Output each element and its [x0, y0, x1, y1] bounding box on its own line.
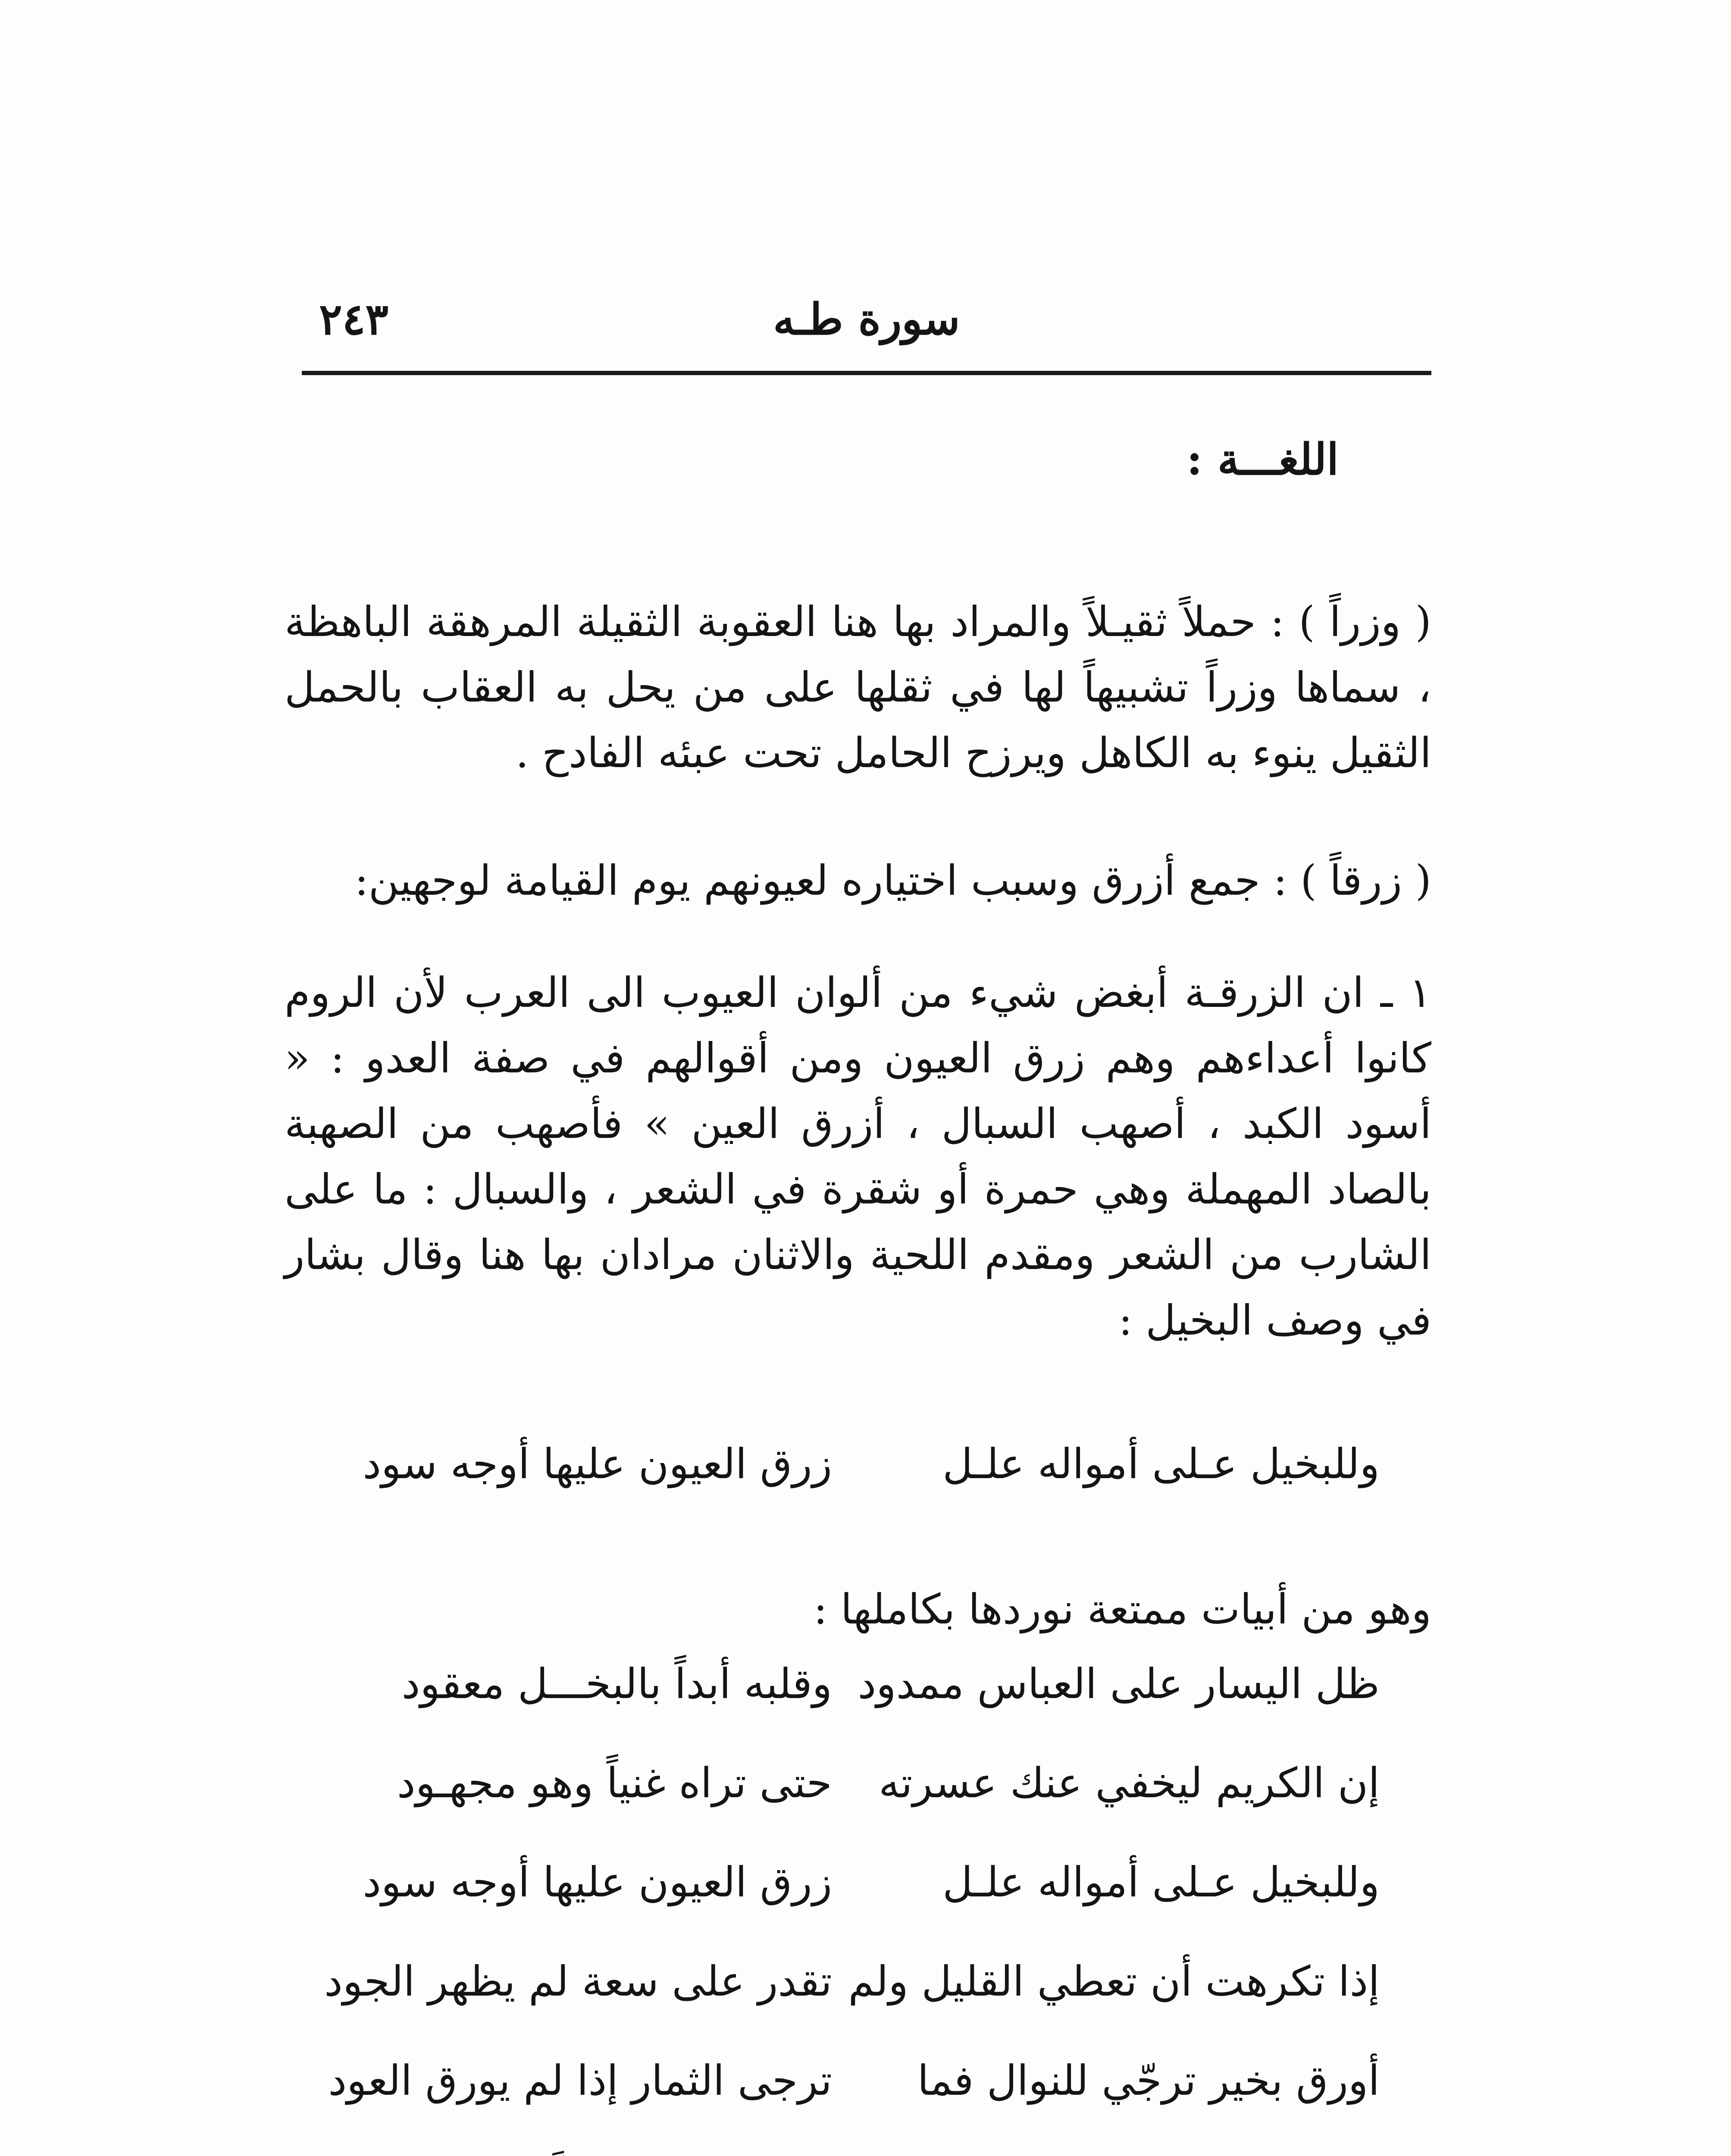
page-number: ٢٤٣: [319, 294, 389, 345]
verse-first-hemistich: ظل اليسار على العباس ممدود: [858, 1660, 1380, 1708]
verse-second-hemistich: زرق العيون عليها أوجه سود: [363, 1440, 832, 1488]
poem-verse: [285, 1850, 1431, 1915]
verse-second-hemistich: زرق العيون عليها أوجه سود: [363, 1858, 832, 1906]
header-title: سورة طـه: [773, 294, 960, 345]
verse-first-hemistich: [884, 2147, 1380, 2156]
verse-second-hemistich: [336, 2147, 832, 2156]
header-rule: [302, 371, 1431, 375]
verse-first-hemistich: وللبخيل عـلى أمواله علـل: [942, 1858, 1380, 1906]
poem-verse: [285, 1751, 1431, 1815]
verse-second-hemistich: حتى تراه غنياً وهو مجهـود: [397, 1759, 832, 1807]
poem-verse: [285, 1651, 1431, 1716]
quoted-verse: [285, 1432, 1431, 1496]
verse-first-hemistich: وللبخيل عـلى أمواله علـل: [942, 1440, 1380, 1488]
running-header: [302, 276, 1431, 362]
paragraph-wizr: ( وزراً ) : حملاً ثقيـلاً والمراد بها هنا العقوبة الثقيلة المرهقة الباهظة ، سماها وزراً تشبيهاً لها في ثقلها على من يحل به العقاب بالحمل الثقيل ينوء به الكاهل ويرزح الحامل تحت عبئه الفادح .: [285, 598, 1431, 777]
paragraph-reason-one: ١ ـ ان الزرقـة أبغض شيء من ألوان العيوب الى العرب لأن الروم كانوا أعداءهم وهم زرق العيون ومن أقوالهم في صفة العدو : « أسود الكبد ، أصهب السبال ، أزرق العين » فأصهب من الصهبة بالصاد المهملة وهي حمرة أو شقرة في الشعر ، والسبال : ما على الشارب من الشعر ومقدم اللحية والاثنان مرادان بها هنا وقال بشار في وصف البخيل :: [285, 968, 1432, 1344]
verse-second-hemistich: وقلبه أبداً بالبخـــل معقود: [401, 1660, 832, 1708]
verse-first-hemistich: إذا تكرهت أن تعطي القليل ولم: [848, 1957, 1380, 2006]
verse-first-hemistich: أورق بخير ترجّي للنوال فما: [917, 2056, 1380, 2105]
poem-verse: [285, 1949, 1431, 2014]
paragraph-poem-intro: وهو من أبيات ممتعة نوردها بكاملها :: [813, 1585, 1431, 1633]
verse-first-hemistich: إن الكريم ليخفي عنك عسرته: [879, 1759, 1380, 1807]
poem-verse: [285, 2048, 1431, 2113]
verse-second-hemistich: ترجى الثمار إذا لم يورق العود: [328, 2056, 832, 2105]
poem-verse: [285, 2147, 1431, 2156]
verse-second-hemistich: تقدر على سعة لم يظهر الجود: [324, 1957, 832, 2006]
paragraph-zurq: ( زرقاً ) : جمع أزرق وسبب اختياره لعيونهم يوم القيامة لوجهين:: [354, 856, 1431, 905]
section-heading: اللغـــة :: [1186, 434, 1339, 485]
